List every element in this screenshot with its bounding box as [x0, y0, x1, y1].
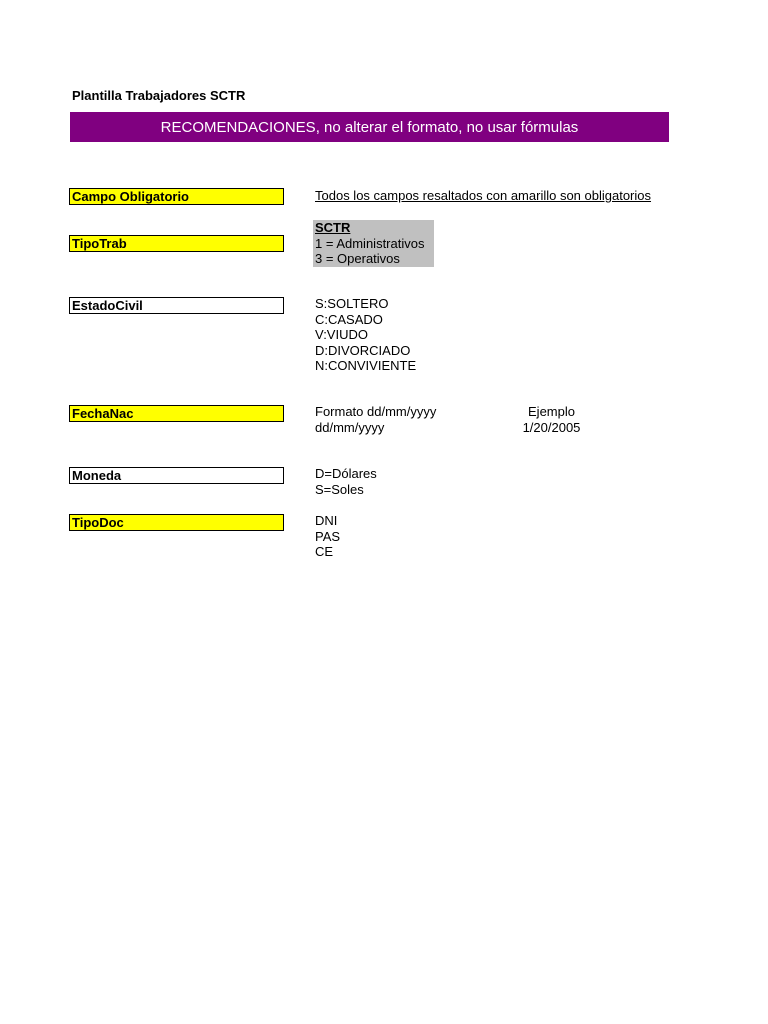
tipotrab-option: 1 = Administrativos: [315, 235, 425, 251]
tipodoc-option: DNI: [315, 513, 338, 528]
estadocivil-option: V:VIUDO: [315, 327, 368, 342]
tipodoc-option: CE: [315, 544, 334, 559]
field-fechanac: FechaNac: [69, 405, 284, 422]
moneda-options: [315, 466, 377, 497]
fechanac-format: [315, 404, 436, 435]
fechanac-example-label: Ejemplo: [528, 404, 575, 419]
page-title: Plantilla Trabajadores SCTR: [72, 88, 246, 103]
banner-text: RECOMENDACIONES, no alterar el formato, no usar fórmulas: [160, 118, 579, 136]
recommendations-banner: [70, 112, 669, 142]
sctr-options-block: [313, 220, 434, 267]
moneda-option: S=Soles: [315, 481, 364, 497]
field-tipodoc: TipoDoc: [69, 514, 284, 531]
field-tipotrab: TipoTrab: [69, 235, 284, 252]
fechanac-format-label: Formato dd/mm/yyyy: [315, 404, 437, 419]
field-campo-obligatorio: Campo Obligatorio: [69, 188, 284, 205]
estadocivil-option: N:CONVIVIENTE: [315, 358, 417, 373]
required-fields-note: Todos los campos resaltados con amarillo son obligatorios: [315, 188, 652, 203]
estadocivil-options: [315, 296, 416, 374]
tipodoc-option: PAS: [315, 528, 341, 544]
fechanac-example-value: 1/20/2005: [522, 419, 581, 435]
moneda-option: D=Dólares: [315, 466, 377, 481]
field-estadocivil: EstadoCivil: [69, 297, 284, 314]
sctr-header: SCTR: [315, 220, 351, 235]
fechanac-example: [500, 404, 603, 435]
estadocivil-option: C:CASADO: [315, 311, 383, 327]
tipodoc-options: [315, 513, 340, 560]
tipotrab-option: 3 = Operativos: [315, 251, 400, 266]
estadocivil-option: S:SOLTERO: [315, 296, 389, 311]
field-moneda: Moneda: [69, 467, 284, 484]
estadocivil-option: D:DIVORCIADO: [315, 342, 411, 358]
fechanac-format-value: dd/mm/yyyy: [315, 419, 385, 435]
